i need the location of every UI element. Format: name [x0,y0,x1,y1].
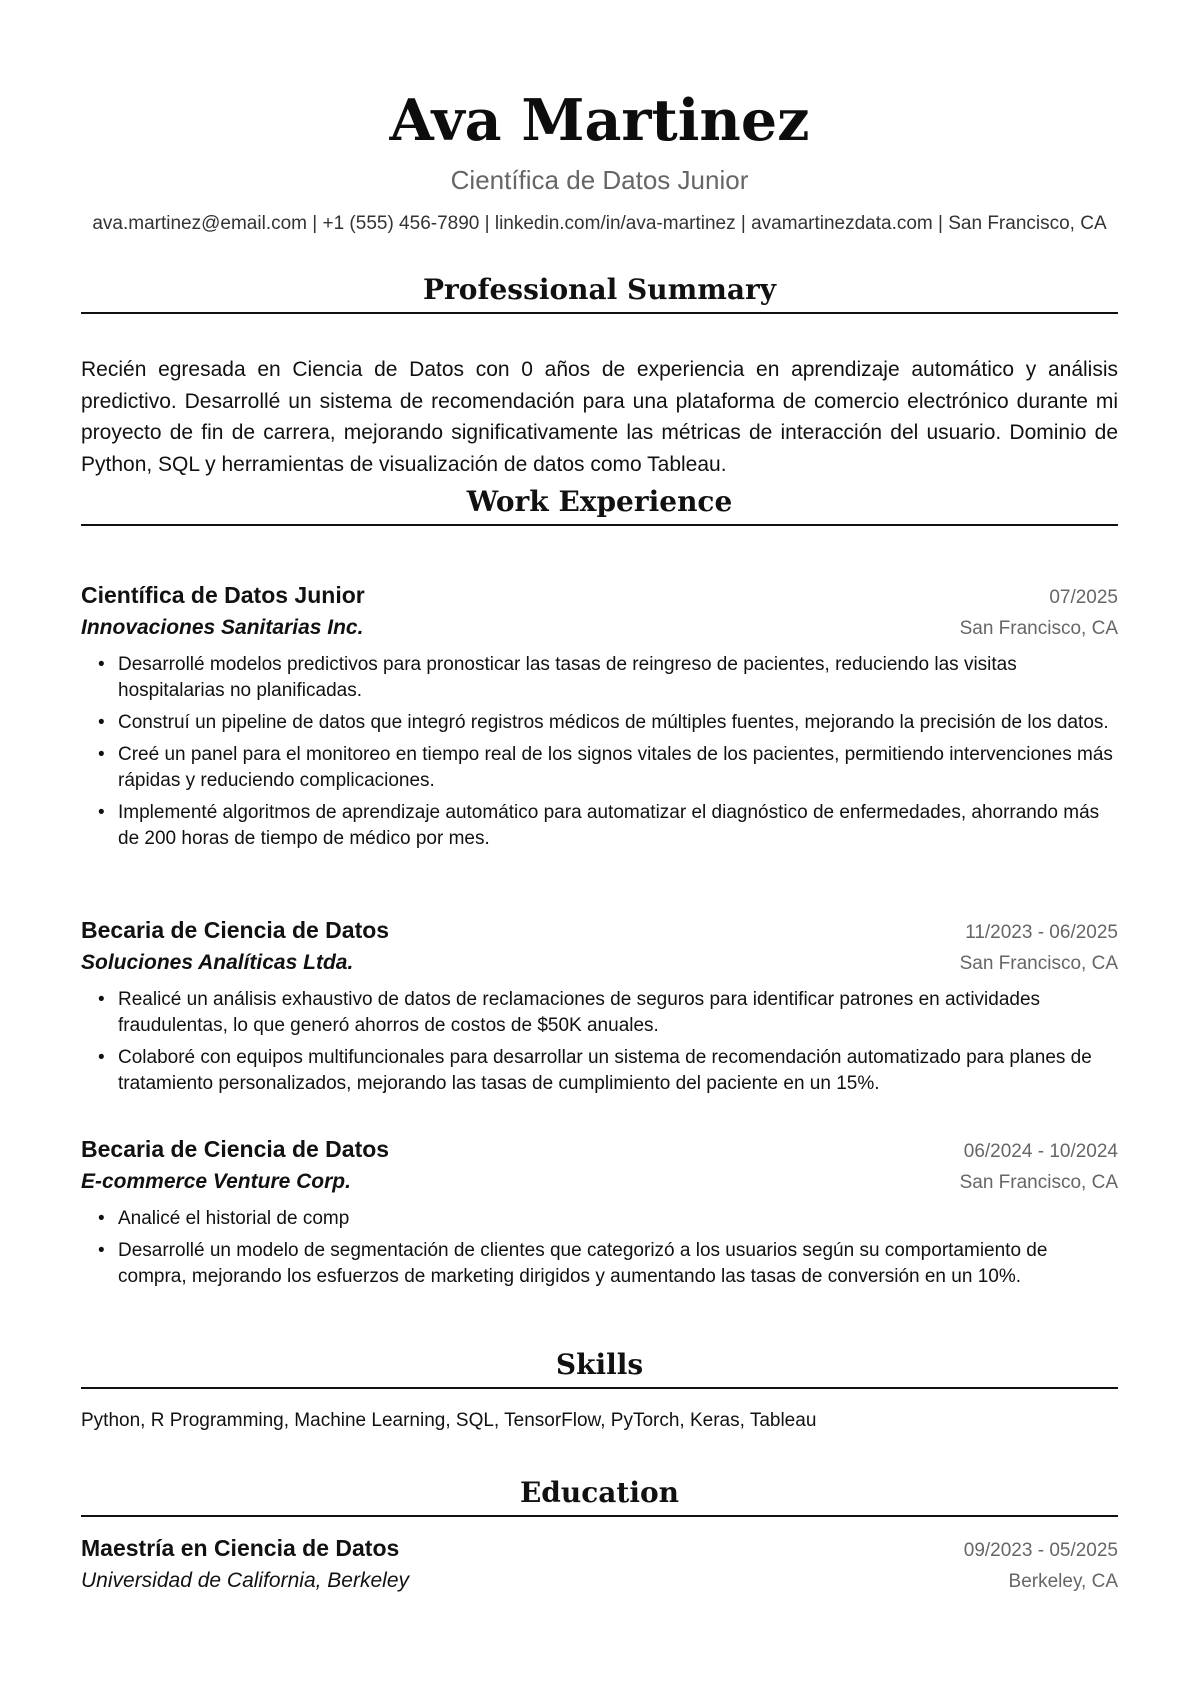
job-company: Innovaciones Sanitarias Inc. [81,616,364,639]
skills-heading: Skills [81,1347,1118,1389]
job-bullet: • Desarrollé modelos predictivos para pronosticar las tasas de reingreso de pacientes, reduciendo las visitas hospitalarias no planificadas. [118,652,1118,704]
job-title: Becaria de Ciencia de Datos [81,917,390,943]
job-bullet: • Analicé el historial de comp [118,1206,1118,1232]
job-bullet: • Desarrollé un modelo de segmentación de clientes que categorizó a los usuarios según su comportamiento de compra, mejorando los esfuerzos de marketing dirigidos y aumentando las tasas de conversión en un 10%. [118,1238,1118,1290]
job-date: 07/2025 [1049,587,1118,608]
job-entry [81,915,1118,1103]
job-company: Soluciones Analíticas Ltda. [81,951,354,974]
summary-heading: Professional Summary [81,272,1118,314]
summary-text: Recién egresada en Ciencia de Datos con 0 años de experiencia en aprendizaje automático y análisis predictivo. Desarrollé un sistema de recomendación para una plataforma de comercio electrónico durante mi proyecto de fin de carrera, mejorando significativamente las métricas de interacción del usuario. Dominio de Python, SQL y herramientas de visualización de datos como Tableau. [81,358,1118,476]
experience-heading: Work Experience [81,484,1118,526]
job-location: San Francisco, CA [959,953,1118,974]
job-company-row [81,948,1118,979]
job-bullets [81,1206,1118,1290]
job-bullet: • Colaboré con equipos multifuncionales para desarrollar un sistema de recomendación automatizado para planes de tratamiento personalizados, mejorando las tasas de cumplimiento del paciente en un 15%. [118,1045,1118,1097]
education-header-row [81,1533,1118,1566]
job-title: Científica de Datos Junior [81,582,365,608]
job-header-row [81,1134,1118,1167]
job-header-row [81,580,1118,613]
education-date: 09/2023 - 05/2025 [963,1540,1118,1561]
job-company-row [81,613,1118,644]
job-company-row [81,1167,1118,1198]
job-date: 06/2024 - 10/2024 [963,1141,1118,1162]
job-entry [81,1134,1118,1296]
job-bullets [81,987,1118,1097]
education-heading: Education [81,1475,1118,1517]
education-school: Universidad de California, Berkeley [81,1569,409,1592]
job-entry [81,580,1118,858]
education-school-row [81,1566,1118,1597]
job-bullet: • Realicé un análisis exhaustivo de datos de reclamaciones de seguros para identificar patrones en actividades fraudulentas, lo que generó ahorros de costos de $50K anuales. [118,987,1118,1039]
job-bullet: • Construí un pipeline de datos que integró registros médicos de múltiples fuentes, mejorando la precisión de los datos. [118,710,1118,736]
job-title: Becaria de Ciencia de Datos [81,1136,390,1162]
education-degree: Maestría en Ciencia de Datos [81,1535,400,1561]
job-location: San Francisco, CA [959,618,1118,639]
job-bullets [81,652,1118,852]
skills-list: Python, R Programming, Machine Learning, SQL, TensorFlow, PyTorch, Keras, Tableau [81,1410,817,1431]
education-entry [81,1533,1118,1597]
job-date: 11/2023 - 06/2025 [965,922,1118,943]
candidate-name: Ava Martinez [389,87,810,154]
education-location: Berkeley, CA [1008,1571,1118,1592]
job-bullet: • Implementé algoritmos de aprendizaje automático para automatizar el diagnóstico de enfermedades, ahorrando más de 200 horas de tiempo de médico por mes. [118,800,1118,852]
candidate-title: Científica de Datos Junior [450,165,749,195]
job-header-row [81,915,1118,948]
contact-line: ava.martinez@email.com | +1 (555) 456-7890 | linkedin.com/in/ava-martinez | avamartinezdata.com | San Francisco, CA [92,213,1107,234]
job-bullet: • Creé un panel para el monitoreo en tiempo real de los signos vitales de los pacientes, permitiendo intervenciones más rápidas y reduciendo complicaciones. [118,742,1118,794]
job-company: E-commerce Venture Corp. [81,1170,351,1193]
job-location: San Francisco, CA [959,1172,1118,1193]
